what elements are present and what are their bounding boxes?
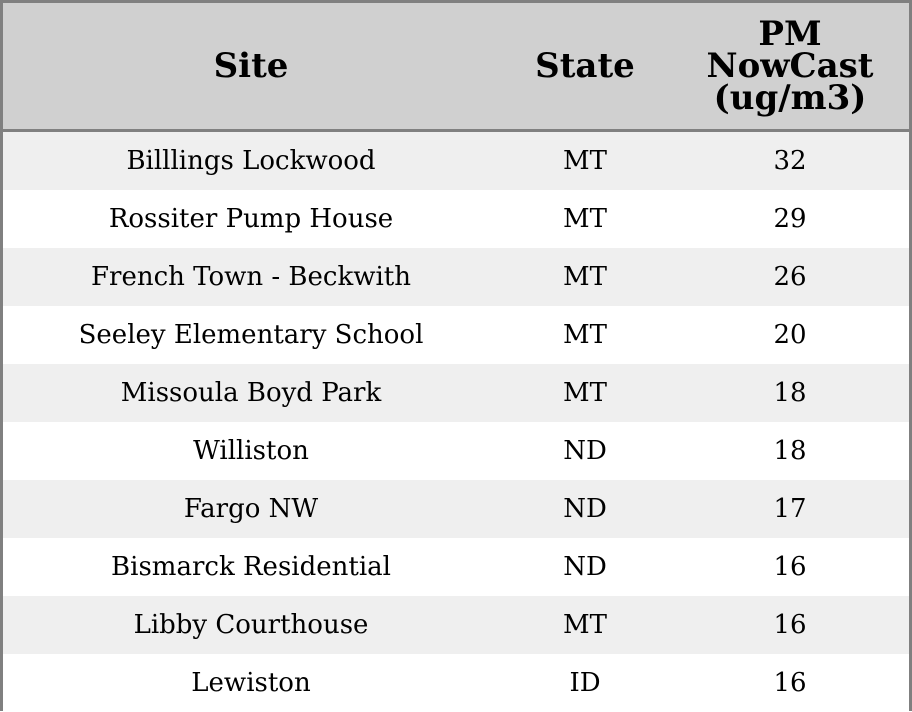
pm-cell: 26 [773, 262, 807, 292]
state-cell: ID [569, 668, 601, 698]
table-row [3, 422, 909, 480]
site-cell: Lewiston [191, 668, 311, 698]
table-row [3, 654, 909, 712]
site-cell: Billlings Lockwood [126, 146, 376, 176]
header-site [3, 3, 499, 129]
table-row [3, 480, 909, 538]
header-site-label: Site [213, 46, 289, 86]
table-row [3, 190, 909, 248]
state-cell: ND [563, 552, 607, 582]
state-cell: MT [563, 610, 607, 640]
pm-cell: 16 [773, 668, 807, 698]
state-cell: ND [563, 436, 607, 466]
state-cell: MT [563, 320, 607, 350]
state-cell: MT [563, 378, 607, 408]
table-row [3, 306, 909, 364]
state-cell: MT [563, 146, 607, 176]
pm-cell: 29 [773, 204, 807, 234]
pm-cell: 32 [773, 146, 807, 176]
table-row [3, 596, 909, 654]
header-pm-line3: (ug/m3) [713, 78, 867, 118]
site-cell: Seeley Elementary School [78, 320, 424, 350]
table-row [3, 132, 909, 190]
header-state-label: State [535, 46, 635, 86]
table-row [3, 538, 909, 596]
header-pm-nowcast [671, 3, 909, 129]
state-cell: MT [563, 204, 607, 234]
site-cell: French Town - Beckwith [90, 262, 412, 292]
pm-cell: 18 [773, 436, 807, 466]
site-cell: Rossiter Pump House [108, 204, 394, 234]
site-cell: Williston [193, 436, 309, 466]
header-pm-line2: NowCast [706, 46, 874, 86]
table-header [3, 3, 909, 132]
state-cell: MT [563, 262, 607, 292]
pm-cell: 16 [773, 552, 807, 582]
table-row [3, 364, 909, 422]
state-cell: ND [563, 494, 607, 524]
pm-cell: 17 [773, 494, 807, 524]
site-cell: Bismarck Residential [111, 552, 391, 582]
pm-cell: 16 [773, 610, 807, 640]
site-cell: Missoula Boyd Park [120, 378, 382, 408]
table-body [3, 132, 909, 712]
header-state [499, 3, 671, 129]
header-pm-line1: PM [758, 14, 822, 54]
pm-cell: 18 [773, 378, 807, 408]
site-cell: Libby Courthouse [133, 610, 369, 640]
pm-cell: 20 [773, 320, 807, 350]
table-row [3, 248, 909, 306]
site-cell: Fargo NW [183, 494, 319, 524]
